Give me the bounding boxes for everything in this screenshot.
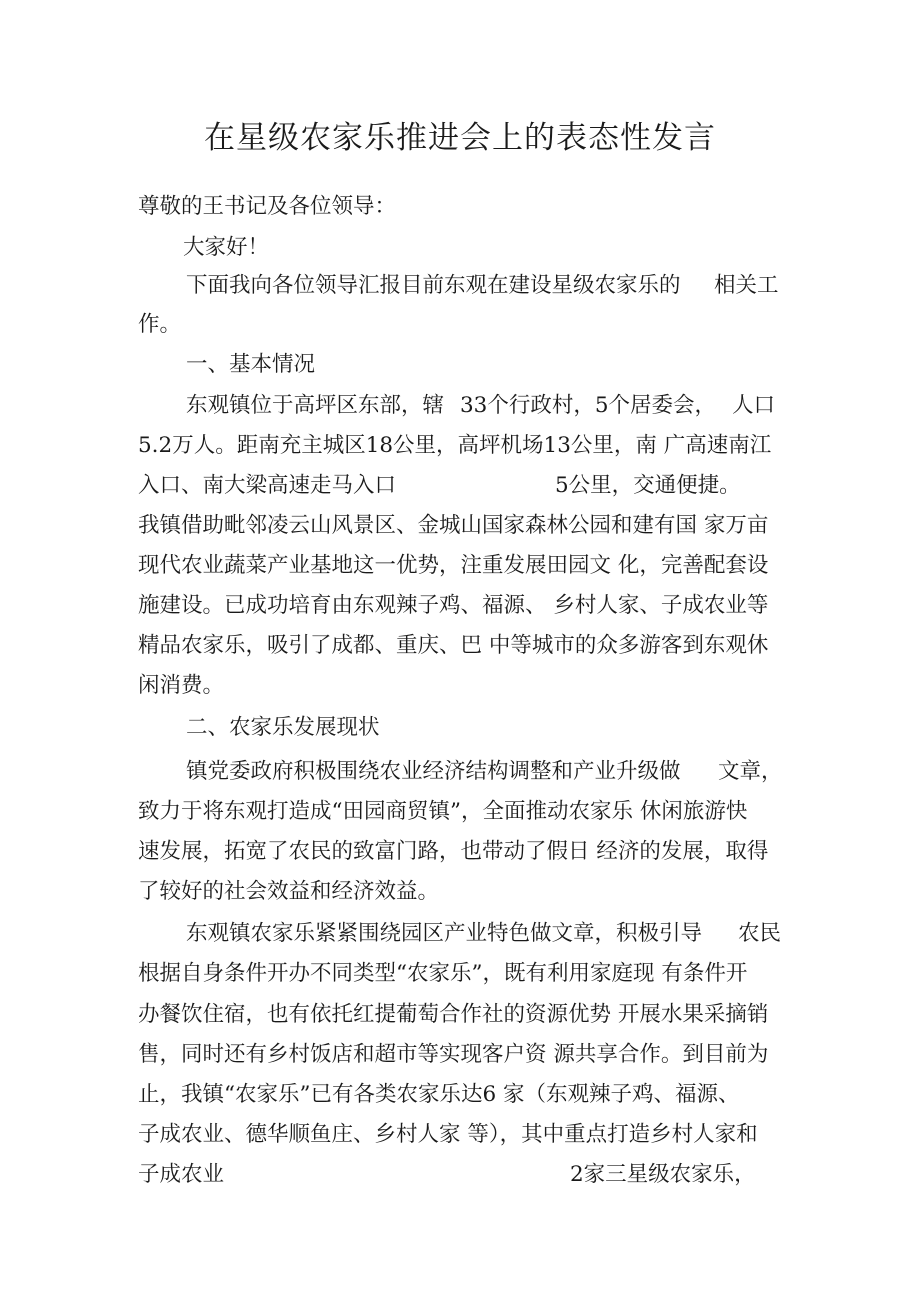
s1-p1-line-1a: 东观镇位于高坪区东部，辖 — [186, 393, 445, 418]
greeting: 大家好！ — [183, 235, 270, 260]
s1-p1-line-1c: 人口 — [732, 393, 776, 418]
s1-p2-line-1: 我镇借助毗邻凌云山风景区、金城山国家森林公园和建有国 家万亩 — [138, 513, 769, 538]
section2-heading: 二、农家乐发展现状 — [186, 715, 380, 740]
s2-p2-line-4: 售，同时还有乡村饭店和超市等实现客户资 源共享合作。到目前为 — [138, 1042, 769, 1067]
s1-p2-line-2: 现代农业蔬菜产业基地这一优势，注重发展田园文 化，完善配套设 — [138, 553, 769, 578]
s1-p2-line-3: 施建设。已成功培育由东观辣子鸡、福源、 乡村人家、子成农业等 — [138, 593, 769, 618]
s2-p2-line-7a: 子成农业 — [138, 1162, 225, 1187]
s1-p2-line-4: 精品农家乐，吸引了成都、重庆、巴 中等城市的众多游客到东观休 — [138, 633, 769, 658]
s2-p2-line-1a: 东观镇农家乐紧紧围绕园区产业特色做文章，积极引导 — [186, 921, 703, 946]
document-title: 在星级农家乐推进会上的表态性发言 — [204, 120, 716, 156]
s2-p1-line-4: 了较好的社会效益和经济效益。 — [138, 879, 440, 904]
intro-line-1b: 相关工 — [714, 273, 779, 298]
s2-p1-line-3: 速发展，拓宽了农民的致富门路，也带动了假日 经济的发展，取得 — [138, 839, 769, 864]
intro-line-2: 作。 — [138, 312, 182, 337]
s2-p2-line-3: 办餐饮住宿，也有依托红提葡萄合作社的资源优势 开展水果采摘销 — [138, 1002, 769, 1027]
intro-line-1a: 下面我向各位领导汇报目前东观在建设星级农家乐的 — [186, 273, 681, 298]
s2-p1-line-1b: 文章， — [718, 759, 783, 784]
s1-p1-line-2: 5.2万人。距南充主城区18公里，高坪机场13公里，南 广高速南江 — [138, 433, 772, 458]
s1-p1-line-1b: 33个行政村，5个居委会， — [460, 393, 717, 418]
section1-heading: 一、基本情况 — [186, 352, 316, 377]
s2-p2-line-2: 根据自身条件开办不同类型“农家乐”，既有利用家庭现 有条件开 — [138, 961, 748, 986]
s1-p1-line-3a: 入口、南大梁高速走马入口 — [138, 473, 397, 498]
s2-p1-line-1a: 镇党委政府积极围绕农业经济结构调整和产业升级做 — [186, 759, 681, 784]
s1-p1-line-3b: 5公里，交通便捷。 — [555, 473, 741, 498]
s1-p2-line-5: 闲消费。 — [138, 673, 225, 698]
s2-p2-line-5: 止，我镇“农家乐”已有各类农家乐达6 家（东观辣子鸡、福源、 — [138, 1082, 740, 1107]
s2-p1-line-2: 致力于将东观打造成“田园商贸镇”，全面推动农家乐 休闲旅游快 — [138, 799, 748, 824]
s2-p2-line-1b: 农民 — [738, 921, 782, 946]
salutation: 尊敬的王书记及各位领导： — [138, 194, 397, 219]
s2-p2-line-6: 子成农业、德华顺鱼庄、乡村人家 等），其中重点打造乡村人家和 — [138, 1122, 758, 1147]
s2-p2-line-7b: 2家三星级农家乐， — [570, 1162, 756, 1187]
